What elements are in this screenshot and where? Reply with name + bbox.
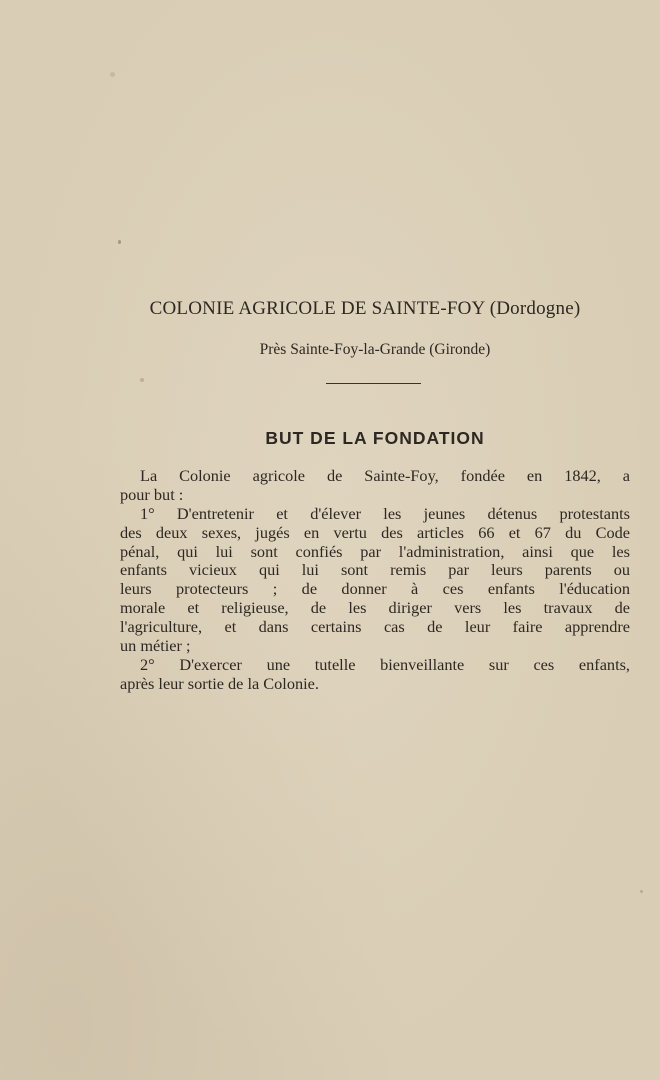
paragraph-line: La Colonie agricole de Sainte-Foy, fondée en 1842, a [140, 466, 630, 485]
paragraph-line: enfants vicieux qui lui sont remis par leurs parents ou [120, 560, 630, 580]
paper-speck [140, 378, 144, 382]
paragraph-line: des deux sexes, jugés en vertu des articles 66 et 67 du Code [120, 522, 630, 542]
paragraph-line: morale et religieuse, de les diriger vers les travaux de [120, 598, 630, 618]
paragraph-line: pénal, qui lui sont confiés par l'administration, ainsi que les [120, 541, 630, 561]
document-heading: COLONIE AGRICOLE DE SAINTE-FOY (Dordogne) [149, 298, 581, 319]
paper-speck [640, 890, 643, 893]
paragraph-line: 2° D'exercer une tutelle bienveillante sur ces enfants, [140, 654, 630, 674]
paragraph-line: l'agriculture, et dans certains cas de leur faire apprendre [120, 617, 630, 637]
paragraph-line: 1° D'entretenir et d'élever les jeunes détenus protestants [140, 503, 630, 523]
paragraph-line: pour but : [120, 484, 184, 504]
paragraph-line: un métier ; [120, 636, 191, 656]
paragraph-line: après leur sortie de la Colonie. [120, 673, 319, 693]
paper-speck [110, 72, 115, 77]
body-text [120, 467, 630, 694]
document-subheading: Près Sainte-Foy-la-Grande (Gironde) [259, 341, 491, 358]
section-title: BUT DE LA FONDATION [265, 428, 485, 448]
paragraph-line: leurs protecteurs ; de donner à ces enfants l'éducation [120, 579, 630, 599]
paper-speck [118, 240, 121, 244]
separator-rule [326, 383, 421, 384]
